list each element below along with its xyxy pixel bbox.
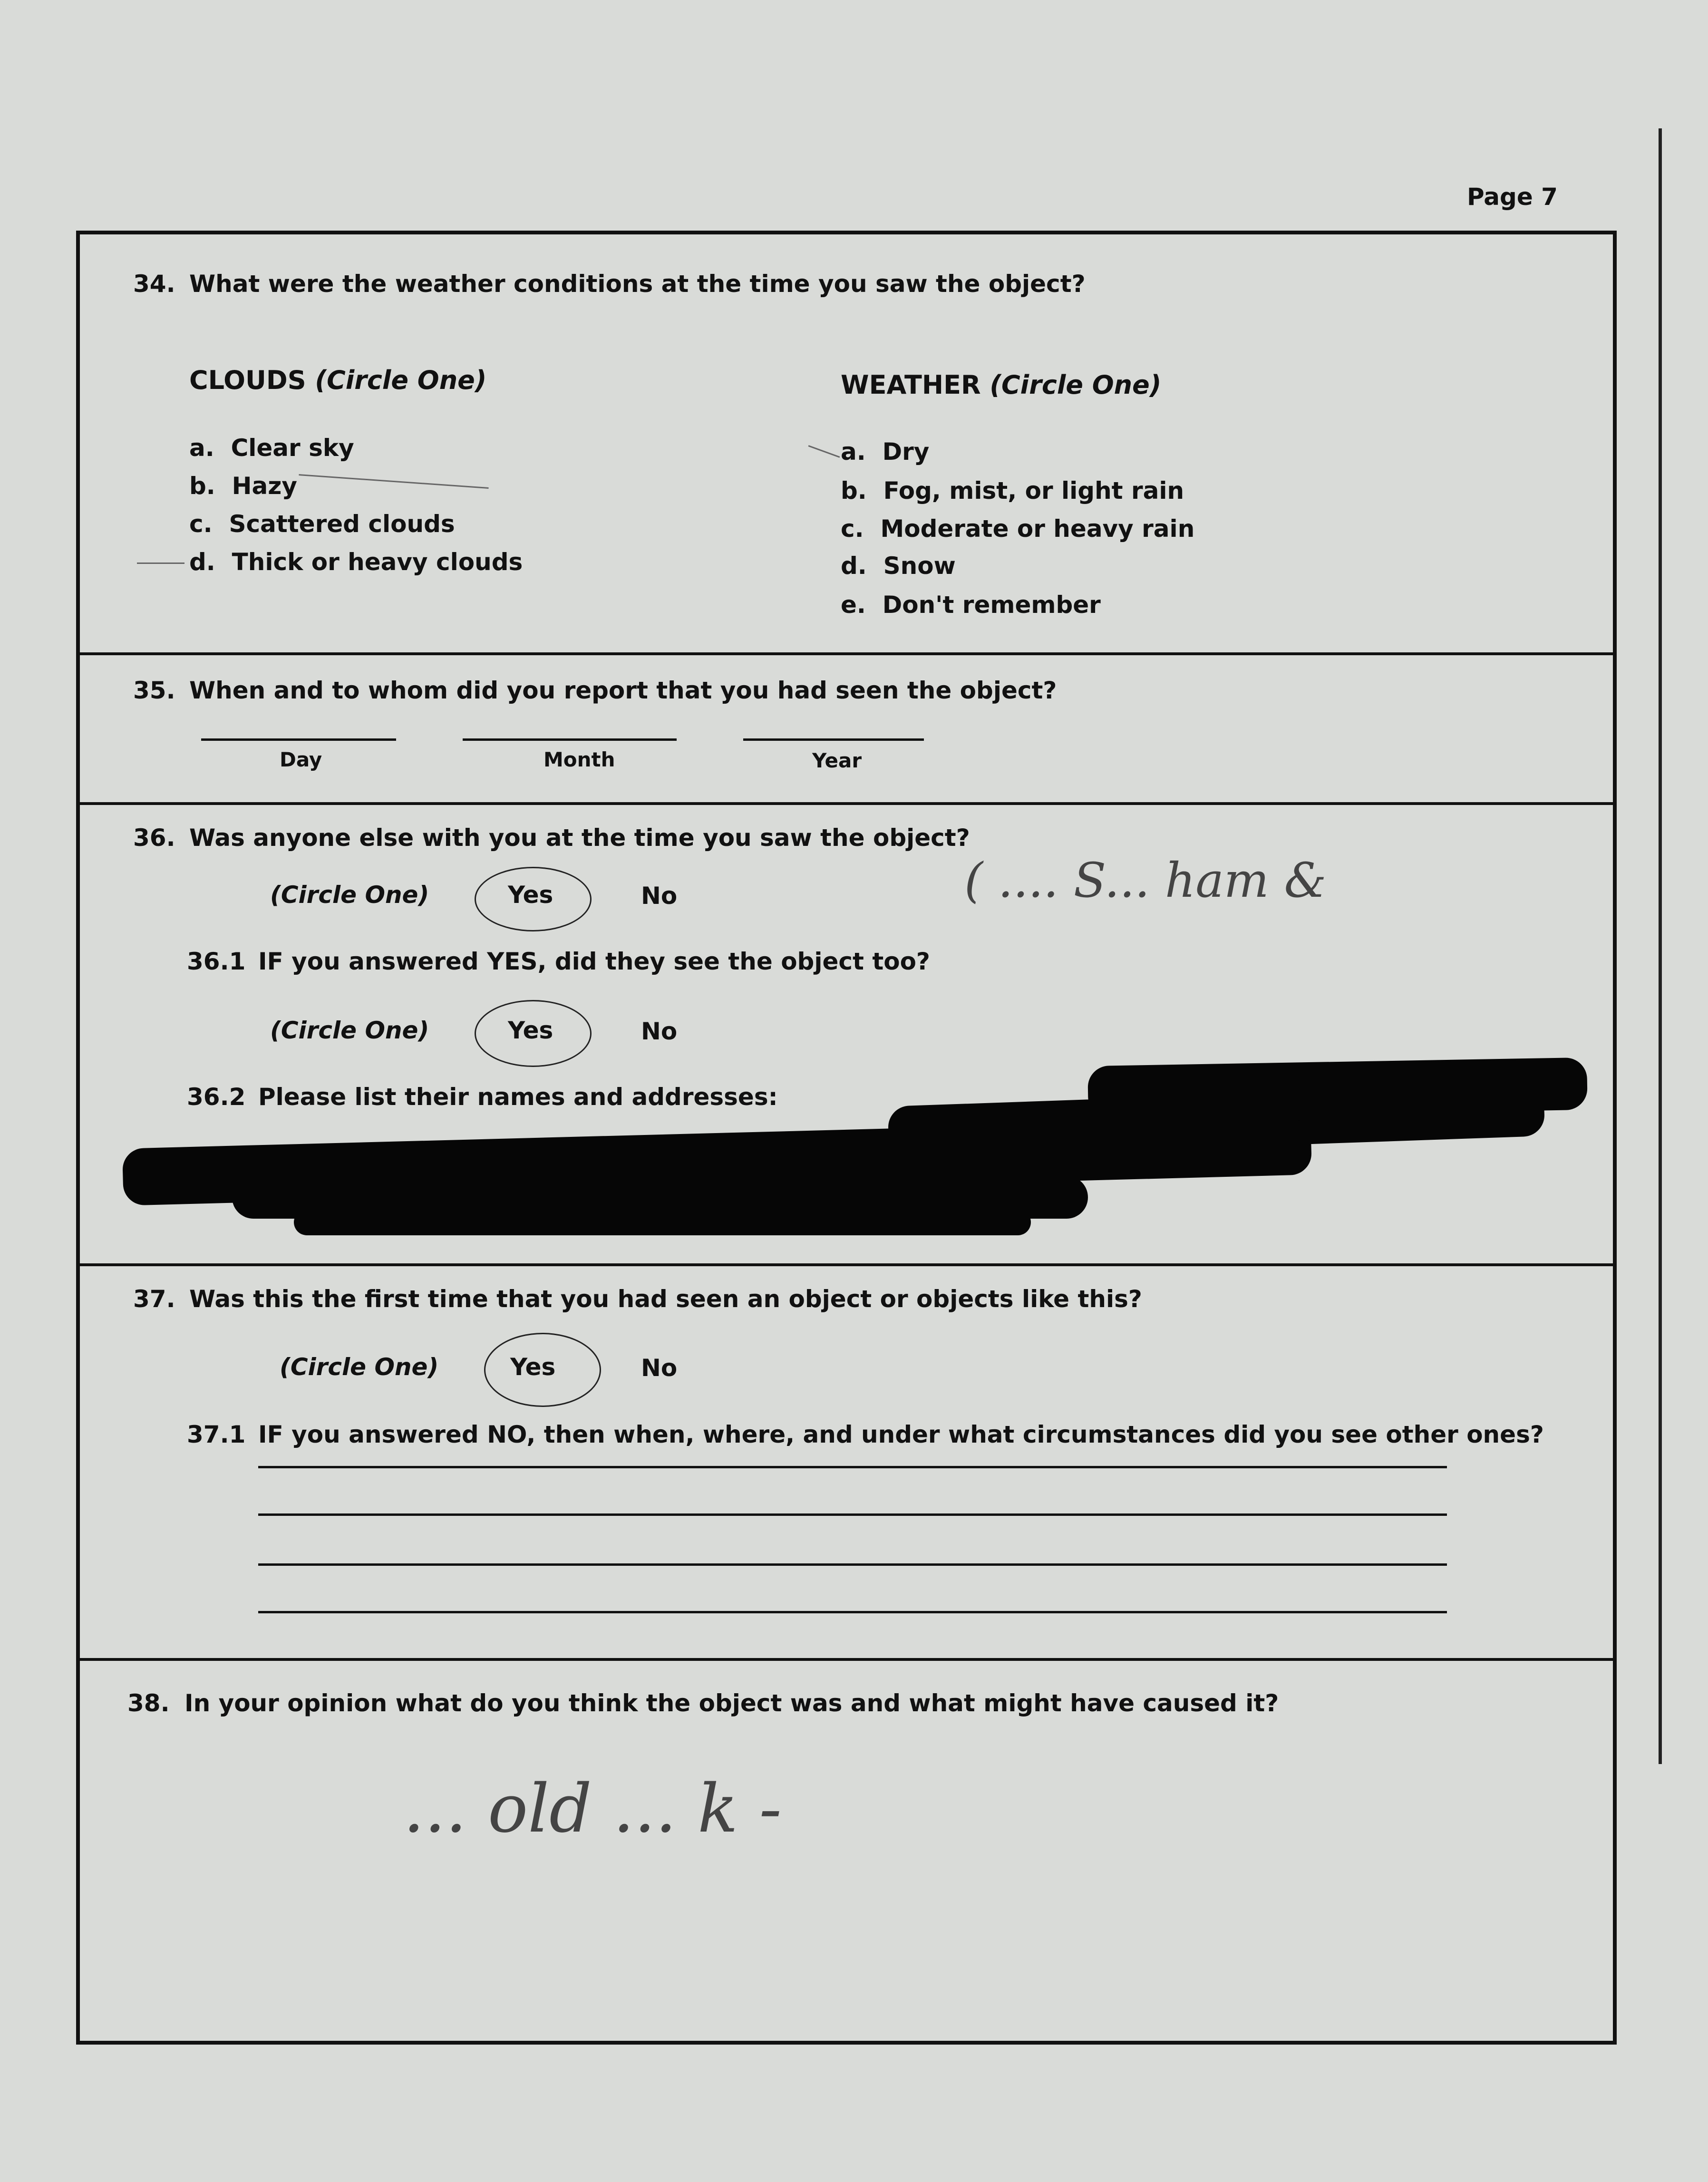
option-letter: b. [841,477,867,504]
weather-instruction: (Circle One) [990,370,1162,400]
question-36-section [80,805,1613,1266]
clouds-heading-text: CLOUDS [189,365,306,395]
q36-2-question: Please list their names and addresses: [258,1083,778,1111]
clouds-option[interactable] [189,548,523,576]
answer-line[interactable] [258,1611,1447,1613]
option-letter: c. [841,515,864,543]
q35-question: When and to whom did you report that you had seen the object? [189,677,1057,704]
answer-line[interactable] [258,1563,1447,1566]
option-text: Thick or heavy clouds [232,548,523,576]
option-text: Clear sky [231,434,354,462]
page-edge-shadow [1659,128,1662,1764]
question-38-section [80,1661,1613,2041]
q37-instruction: (Circle One) [280,1353,439,1381]
year-label: Year [812,749,862,772]
option-text: Snow [883,552,956,580]
q36-number: 36. [133,824,175,852]
option-text: Dry [882,438,930,465]
weather-option[interactable] [841,477,1184,504]
option-letter: a. [189,434,214,462]
clouds-option[interactable] [189,434,354,462]
q36-1-no-option[interactable]: No [641,1018,678,1045]
option-text: Hazy [232,472,297,500]
option-letter: d. [841,552,867,580]
day-field[interactable] [201,738,396,741]
option-text: Scattered clouds [229,510,455,538]
q36-yes-option[interactable]: Yes [508,881,553,909]
option-letter: b. [189,472,215,500]
clouds-heading [189,365,486,395]
questionnaire-frame [76,231,1617,2045]
q37-1-question: IF you answered NO, then when, where, and under what circumstances did you see other ones? [258,1421,1544,1448]
option-text: Don't remember [882,591,1101,619]
weather-heading-text: WEATHER [841,370,981,400]
pencil-mark [299,474,488,489]
q34-number: 34. [133,270,175,298]
q37-yes-option[interactable]: Yes [510,1353,556,1381]
q36-1-question: IF you answered YES, did they see the object too? [258,948,930,975]
q38-handwritten-answer: ... old ... k - [403,1770,782,1848]
q37-no-option[interactable]: No [641,1354,678,1382]
q37-question: Was this the first time that you had seen an object or objects like this? [189,1285,1142,1313]
q36-2-number: 36.2 [187,1083,246,1111]
q36-1-instruction: (Circle One) [270,1017,429,1044]
question-35-section [80,655,1613,805]
q37-number: 37. [133,1285,175,1313]
q38-question: In your opinion what do you think the object was and what might have caused it? [184,1689,1279,1717]
q34-question: What were the weather conditions at the time you saw the object? [189,270,1086,298]
clouds-instruction: (Circle One) [315,365,487,395]
option-letter: e. [841,591,866,619]
pencil-mark [137,562,184,564]
q36-handwritten-note: ( .... S... ham & [964,853,1327,908]
option-letter: c. [189,510,213,538]
weather-option[interactable] [841,552,956,580]
weather-option[interactable] [841,515,1194,543]
q36-question: Was anyone else with you at the time you saw the object? [189,824,970,852]
option-text: Fog, mist, or light rain [883,477,1184,504]
answer-line[interactable] [258,1513,1447,1516]
q35-number: 35. [133,677,175,704]
answer-line[interactable] [258,1466,1447,1468]
q36-instruction: (Circle One) [270,881,429,909]
weather-heading [841,370,1161,400]
q36-1-yes-option[interactable]: Yes [508,1017,553,1044]
question-37-section [80,1266,1613,1661]
question-34-section [80,234,1613,655]
day-label: Day [280,748,322,771]
option-letter: a. [841,438,866,465]
q38-number: 38. [127,1689,170,1717]
clouds-option[interactable] [189,510,455,538]
option-letter: d. [189,548,215,576]
page-number: Page 7 [1467,183,1558,211]
option-text: Moderate or heavy rain [880,515,1195,543]
redaction-mark [294,1209,1031,1235]
clouds-option[interactable] [189,472,297,500]
month-field[interactable] [463,738,677,741]
weather-option[interactable] [841,438,929,465]
pencil-mark [808,445,840,458]
year-field[interactable] [743,738,924,741]
q37-1-number: 37.1 [187,1421,246,1448]
q36-no-option[interactable]: No [641,882,678,910]
weather-option[interactable] [841,591,1101,619]
month-label: Month [543,748,615,771]
q36-1-number: 36.1 [187,948,246,975]
